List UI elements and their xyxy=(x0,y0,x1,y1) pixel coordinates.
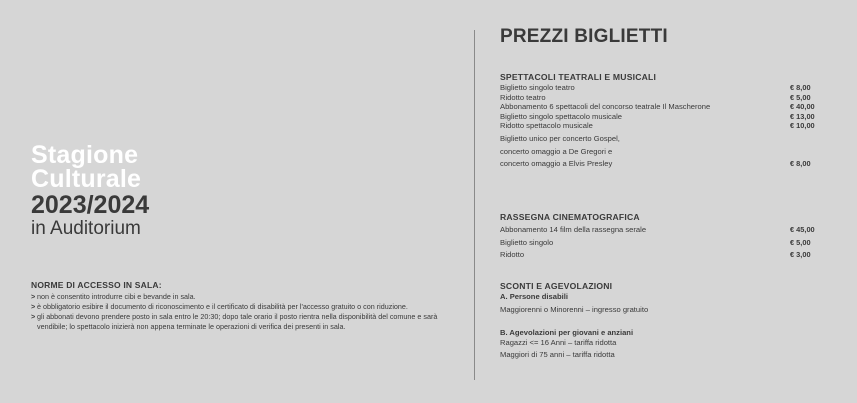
rule-bullet: > xyxy=(31,302,36,311)
rule-bullet: > xyxy=(31,312,36,321)
price-row xyxy=(500,250,830,260)
price-label: concerto omaggio a Elvis Presley xyxy=(500,159,613,169)
price-value: € 8,00 xyxy=(790,159,811,169)
price-label: concerto omaggio a De Gregori e xyxy=(500,146,613,156)
price-value xyxy=(790,134,830,144)
price-value: € 5,00 xyxy=(790,92,811,102)
venue-subtitle: in Auditorium xyxy=(31,218,141,239)
price-row xyxy=(500,147,830,157)
price-label: Ridotto xyxy=(500,250,525,260)
discounts-heading: SCONTI E AGEVOLAZIONI xyxy=(500,281,613,291)
column-divider xyxy=(474,30,475,380)
cinema-heading: RASSEGNA CINEMATOGRAFICA xyxy=(500,212,640,222)
price-value xyxy=(790,147,830,157)
price-value: € 10,00 xyxy=(790,121,815,131)
access-rules xyxy=(31,280,451,332)
price-value: € 13,00 xyxy=(790,111,815,121)
price-row xyxy=(500,83,830,93)
rules-heading: NORME DI ACCESSO IN SALA: xyxy=(31,280,162,290)
price-value: € 5,00 xyxy=(790,237,811,247)
disabled-line: Maggiorenni o Minorenni – ingresso gratuito xyxy=(500,305,649,314)
price-value: € 8,00 xyxy=(790,83,811,92)
disabled-heading: A. Persone disabili xyxy=(500,292,568,301)
price-value: € 3,00 xyxy=(790,250,811,260)
price-label: Abbonamento 6 spettacoli del concorso teatrale Il Mascherone xyxy=(500,102,711,112)
title-line-2: Culturale xyxy=(31,165,142,193)
theatre-heading: SPETTACOLI TEATRALI E MUSICALI xyxy=(500,72,657,82)
rule-text: gli abbonati devono prendere posto in sala entro le 20:30; dopo tale orario il posto rientra nella disponibilità del comune e sarà vendibile; lo spettacolo inizierà non appena terminate le operazioni di verifica dei presenti in sala. xyxy=(37,312,438,331)
title-line-1: Stagione xyxy=(31,141,139,169)
rule-item xyxy=(31,292,451,302)
price-row xyxy=(500,112,830,122)
price-row xyxy=(500,134,830,144)
season-year: 2023/2024 xyxy=(31,191,150,219)
price-row xyxy=(500,93,830,103)
theatre-section xyxy=(500,72,830,169)
rule-item xyxy=(31,312,451,332)
price-label: Ridotto teatro xyxy=(500,92,546,102)
senior-line: Maggiori di 75 anni – tariffa ridotta xyxy=(500,350,615,359)
price-row xyxy=(500,121,830,131)
price-row xyxy=(500,225,830,235)
price-label: Ridotto spettacolo musicale xyxy=(500,121,593,131)
price-label: Biglietto singolo spettacolo musicale xyxy=(500,111,622,121)
age-discount-heading: B. Agevolazioni per giovani e anziani xyxy=(500,328,634,337)
price-label: Biglietto unico per concerto Gospel, xyxy=(500,133,620,143)
discounts-section xyxy=(500,281,830,360)
price-row xyxy=(500,102,830,112)
price-value: € 45,00 xyxy=(790,225,815,234)
price-value: € 40,00 xyxy=(790,102,815,112)
rule-text: non è consentito introdurre cibi e bevande in sala. xyxy=(37,292,196,301)
youth-line: Ragazzi <= 16 Anni – tariffa ridotta xyxy=(500,338,617,347)
price-row xyxy=(500,238,830,248)
season-title-block xyxy=(31,143,149,240)
prices-heading: PREZZI BIGLIETTI xyxy=(500,26,668,47)
rule-text: è obbligatorio esibire il documento di riconoscimento e il certificato di disabilità per l'accesso gratuito o con riduzione. xyxy=(37,302,408,311)
rule-bullet: > xyxy=(31,292,36,301)
price-label: Biglietto singolo xyxy=(500,237,554,247)
price-row xyxy=(500,159,830,169)
price-label: Biglietto singolo teatro xyxy=(500,83,575,92)
cinema-section xyxy=(500,212,830,260)
price-label: Abbonamento 14 film della rassegna serale xyxy=(500,225,647,234)
rule-item xyxy=(31,302,451,312)
